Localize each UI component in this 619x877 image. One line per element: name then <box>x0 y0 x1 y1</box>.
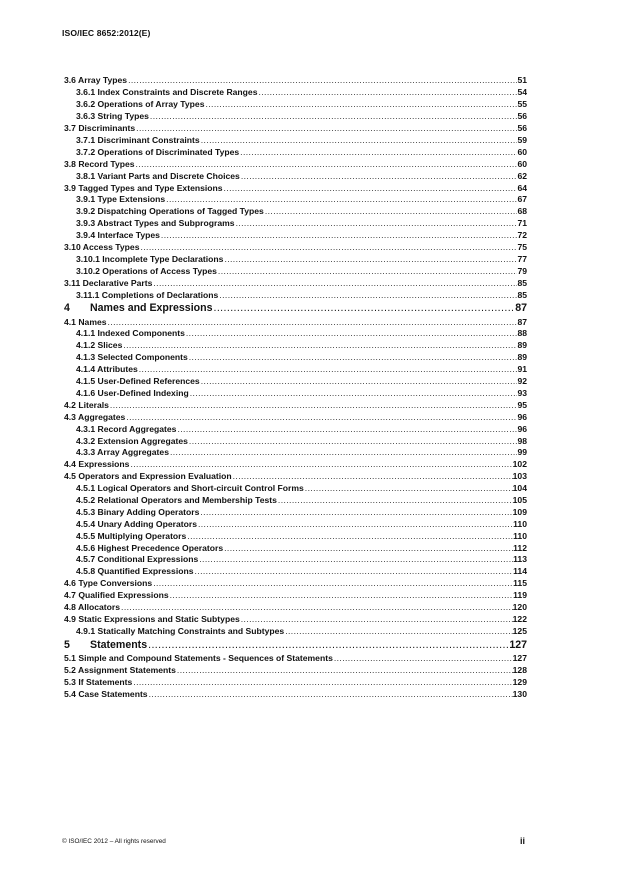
toc-page-number: 87 <box>517 316 527 327</box>
toc-page-number: 89 <box>517 340 527 351</box>
dot-leader <box>125 412 517 424</box>
toc-entry[interactable] <box>64 290 527 302</box>
toc-entry[interactable] <box>64 424 527 436</box>
toc-entry[interactable] <box>64 495 527 507</box>
toc-entry-title: 4.9 Static Expressions and Static Subtypes <box>64 613 240 624</box>
toc-entry[interactable] <box>64 218 527 230</box>
toc-page-number: 127 <box>512 652 527 663</box>
dot-leader <box>304 483 513 495</box>
toc-page-number: 96 <box>517 423 527 434</box>
toc-entry-title: 4.6 Type Conversions <box>64 578 153 589</box>
toc-entry[interactable] <box>64 614 527 626</box>
dot-leader <box>176 424 517 436</box>
toc-entry-title: 3.10.2 Operations of Access Types <box>76 265 217 276</box>
toc-entry[interactable] <box>64 388 527 400</box>
toc-entry[interactable] <box>64 76 527 88</box>
dot-leader <box>198 554 513 566</box>
toc-entry-title: 4.7 Qualified Expressions <box>64 590 169 601</box>
dot-leader <box>218 290 517 302</box>
toc-entry-title: 4.1.2 Slices <box>76 340 123 351</box>
dot-leader <box>109 400 518 412</box>
toc-page-number: 115 <box>513 578 527 589</box>
toc-chapter-title: Statements <box>90 638 148 651</box>
toc-entry[interactable] <box>64 602 527 614</box>
toc-page-number: 60 <box>517 158 527 169</box>
toc-entry-title: 3.9.4 Interface Types <box>76 230 160 241</box>
toc-chapter-title: Names and Expressions <box>90 302 213 315</box>
toc-entry-title <box>64 638 147 653</box>
toc-chapter-number: 5 <box>64 638 70 651</box>
toc-page-number: 68 <box>517 206 527 217</box>
toc-entry[interactable] <box>64 111 527 123</box>
toc-entry-title: 4.3.2 Extension Aggregates <box>76 435 188 446</box>
dot-leader <box>239 147 517 159</box>
toc-entry[interactable] <box>64 99 527 111</box>
toc-entry[interactable] <box>64 317 527 329</box>
toc-entry-title: 3.7 Discriminants <box>64 123 136 134</box>
toc-entry[interactable] <box>64 254 527 266</box>
dot-leader <box>129 459 512 471</box>
toc-page-number: 85 <box>517 277 527 288</box>
toc-entry[interactable] <box>64 364 527 376</box>
toc-entry-title: 3.8.1 Variant Parts and Discrete Choices <box>76 170 240 181</box>
toc-page-number: 88 <box>517 328 527 339</box>
toc-page-number: 54 <box>517 87 527 98</box>
toc-page-number: 109 <box>512 506 527 517</box>
toc-entry-title: 4.1.3 Selected Components <box>76 352 188 363</box>
toc-page-number: 64 <box>517 182 527 193</box>
toc-entry-title: 4.5 Operators and Expression Evaluation <box>64 471 232 482</box>
toc-entry[interactable] <box>64 329 527 341</box>
toc-entry-title <box>64 301 212 316</box>
toc-page-number: 113 <box>513 554 527 565</box>
toc-page-number: 87 <box>515 302 527 315</box>
dot-leader <box>200 135 518 147</box>
dot-leader <box>132 677 512 689</box>
toc-entry-title: 3.11 Declarative Parts <box>64 277 153 288</box>
toc-entry[interactable] <box>64 159 527 171</box>
toc-entry[interactable] <box>64 242 527 254</box>
dot-leader <box>122 340 517 352</box>
dot-leader <box>257 87 517 99</box>
toc-page-number: 125 <box>512 625 527 636</box>
toc-page-number: 99 <box>517 447 527 458</box>
dot-leader <box>127 76 517 88</box>
dot-leader <box>232 471 513 483</box>
toc-page-number: 67 <box>517 194 527 205</box>
toc-entry[interactable] <box>64 340 527 352</box>
toc-entry[interactable] <box>64 230 527 242</box>
page-footer <box>62 838 525 845</box>
toc-entry-title: 4.2 Literals <box>64 399 109 410</box>
dot-leader <box>197 519 513 531</box>
dot-leader <box>217 266 518 278</box>
toc-entry-title: 3.11.1 Completions of Declarations <box>76 289 219 300</box>
toc-page-number: 110 <box>513 530 527 541</box>
toc-page-number: 129 <box>512 676 527 687</box>
toc-entry[interactable] <box>64 135 527 147</box>
dot-leader <box>333 653 513 665</box>
toc-chapter-entry[interactable] <box>64 301 527 316</box>
dot-leader <box>204 99 517 111</box>
dot-leader <box>200 376 518 388</box>
dot-leader <box>223 254 517 266</box>
toc-entry-title: 4.5.4 Unary Adding Operators <box>76 518 197 529</box>
dot-leader <box>135 159 518 171</box>
toc-entry-title: 4.4 Expressions <box>64 459 130 470</box>
toc-chapter-number: 4 <box>64 302 70 315</box>
toc-page-number: 77 <box>517 253 527 264</box>
toc-entry-title: 3.9.3 Abstract Types and Subprograms <box>76 218 235 229</box>
dot-leader <box>223 183 518 195</box>
toc-page-number: 95 <box>517 399 527 410</box>
toc-entry-title: 3.9.1 Type Extensions <box>76 194 166 205</box>
toc-entry-title: 4.9.1 Statically Matching Constraints and Subtypes <box>76 625 285 636</box>
toc-entry[interactable] <box>64 447 527 459</box>
toc-page-number: 114 <box>513 566 527 577</box>
toc-page-number: 93 <box>517 387 527 398</box>
toc-entry-title: 4.5.8 Quantified Expressions <box>76 566 194 577</box>
toc-entry[interactable] <box>64 436 527 448</box>
toc-entry[interactable] <box>64 689 527 701</box>
toc-entry-title: 4.5.2 Relational Operators and Membership Tests <box>76 494 277 505</box>
dot-leader <box>223 543 513 555</box>
toc-page-number: 112 <box>513 542 527 553</box>
copyright-notice: © ISO/IEC 2012 – All rights reserved <box>62 838 166 845</box>
dot-leader <box>120 602 513 614</box>
toc-page-number: 92 <box>517 376 527 387</box>
toc-entry-title: 4.1 Names <box>64 316 107 327</box>
toc-entry[interactable] <box>64 677 527 689</box>
dot-leader <box>189 388 518 400</box>
dot-leader <box>194 566 514 578</box>
dot-leader <box>277 495 513 507</box>
toc-entry[interactable] <box>64 626 527 638</box>
toc-entry-title: 4.1.4 Attributes <box>76 364 138 375</box>
dot-leader <box>138 364 518 376</box>
toc-entry-title: 4.1.1 Indexed Components <box>76 328 185 339</box>
toc-entry-title: 4.1.6 User-Defined Indexing <box>76 387 189 398</box>
dot-leader <box>199 507 512 519</box>
toc-entry-title: 3.7.2 Operations of Discriminated Types <box>76 146 240 157</box>
toc-page-number: 102 <box>512 459 527 470</box>
toc-page-number: 75 <box>517 241 527 252</box>
dot-leader <box>165 194 517 206</box>
dot-leader <box>152 578 513 590</box>
toc-entry[interactable] <box>64 278 527 290</box>
toc-entry[interactable] <box>64 590 527 602</box>
toc-page-number: 56 <box>517 111 527 122</box>
toc-entry[interactable] <box>64 206 527 218</box>
toc-page-number: 127 <box>509 638 527 651</box>
toc-entry-title: 4.5.3 Binary Adding Operators <box>76 506 200 517</box>
dot-leader <box>264 206 518 218</box>
toc-page-number: 128 <box>512 664 527 675</box>
dot-leader <box>169 447 517 459</box>
toc-entry[interactable] <box>64 194 527 206</box>
toc-entry-title: 4.3.3 Array Aggregates <box>76 447 169 458</box>
toc-entry[interactable] <box>64 507 527 519</box>
toc-entry-title: 3.6.1 Index Constraints and Discrete Ranges <box>76 87 258 98</box>
dot-leader <box>185 329 518 341</box>
toc-chapter-entry[interactable] <box>64 638 527 653</box>
dot-leader <box>149 111 518 123</box>
toc-entry[interactable] <box>64 483 527 495</box>
toc-page-number: 89 <box>517 352 527 363</box>
toc-page-number: 85 <box>517 289 527 300</box>
toc-entry-title: 4.8 Allocators <box>64 601 121 612</box>
toc-entry[interactable] <box>64 123 527 135</box>
dot-leader <box>160 230 518 242</box>
toc-page-number: 51 <box>517 75 527 86</box>
toc-entry-title: 3.10 Access Types <box>64 241 140 252</box>
toc-page-number: 60 <box>517 146 527 157</box>
dot-leader <box>139 242 517 254</box>
dot-leader <box>188 436 518 448</box>
toc-entry-title: 4.5.7 Conditional Expressions <box>76 554 199 565</box>
toc-page-number: 122 <box>512 613 527 624</box>
document-id: ISO/IEC 8652:2012(E) <box>62 28 151 38</box>
toc-entry-title: 3.9.2 Dispatching Operations of Tagged Types <box>76 206 264 217</box>
toc-entry-title: 3.6.3 String Types <box>76 111 149 122</box>
toc-entry-title: 4.5.6 Highest Precedence Operators <box>76 542 224 553</box>
dot-leader <box>152 278 517 290</box>
dot-leader <box>284 626 512 638</box>
dot-leader <box>169 590 514 602</box>
dot-leader <box>147 638 509 653</box>
toc-page-number: 96 <box>517 411 527 422</box>
table-of-contents <box>64 76 527 701</box>
toc-entry[interactable] <box>64 87 527 99</box>
dot-leader <box>235 218 518 230</box>
toc-page-number: 120 <box>512 601 527 612</box>
toc-page-number: 72 <box>517 230 527 241</box>
toc-entry[interactable] <box>64 578 527 590</box>
toc-entry-title: 4.3.1 Record Aggregates <box>76 423 177 434</box>
toc-entry[interactable] <box>64 376 527 388</box>
toc-entry[interactable] <box>64 147 527 159</box>
toc-entry-title: 4.3 Aggregates <box>64 411 126 422</box>
toc-page-number: 104 <box>512 483 527 494</box>
toc-entry[interactable] <box>64 653 527 665</box>
dot-leader <box>148 689 513 701</box>
toc-entry[interactable] <box>64 531 527 543</box>
toc-page-number: 98 <box>517 435 527 446</box>
toc-entry-title: 3.10.1 Incomplete Type Declarations <box>76 253 224 264</box>
toc-entry[interactable] <box>64 665 527 677</box>
toc-page-number: 62 <box>517 170 527 181</box>
toc-entry-title: 3.7.1 Discriminant Constraints <box>76 134 200 145</box>
toc-entry[interactable] <box>64 400 527 412</box>
toc-entry-title: 5.1 Simple and Compound Statements - Sequences of Statements <box>64 652 333 663</box>
toc-entry-title: 3.6.2 Operations of Array Types <box>76 99 205 110</box>
toc-entry[interactable] <box>64 352 527 364</box>
toc-entry[interactable] <box>64 266 527 278</box>
toc-entry-title: 3.9 Tagged Types and Type Extensions <box>64 182 223 193</box>
toc-page-number: 71 <box>517 218 527 229</box>
toc-page-number: 56 <box>517 123 527 134</box>
toc-page-number: 110 <box>513 518 527 529</box>
page-number: ii <box>519 836 525 846</box>
toc-page-number: 105 <box>512 494 527 505</box>
toc-page-number: 91 <box>517 364 527 375</box>
toc-entry[interactable] <box>64 183 527 195</box>
toc-entry[interactable] <box>64 543 527 555</box>
toc-entry-title: 5.3 If Statements <box>64 676 133 687</box>
toc-entry[interactable] <box>64 519 527 531</box>
toc-page-number: 103 <box>512 471 527 482</box>
toc-entry[interactable] <box>64 471 527 483</box>
toc-entry-title: 4.1.5 User-Defined References <box>76 376 200 387</box>
dot-leader <box>188 352 518 364</box>
toc-entry[interactable] <box>64 459 527 471</box>
dot-leader <box>135 123 517 135</box>
toc-page-number: 119 <box>513 590 527 601</box>
dot-leader <box>176 665 513 677</box>
toc-entry-title: 5.4 Case Statements <box>64 688 148 699</box>
toc-page-number: 130 <box>512 688 527 699</box>
toc-entry-title: 5.2 Assignment Statements <box>64 664 176 675</box>
dot-leader <box>240 614 513 626</box>
toc-entry-title: 4.5.1 Logical Operators and Short-circuit Control Forms <box>76 483 304 494</box>
toc-entry[interactable] <box>64 566 527 578</box>
dot-leader <box>240 171 518 183</box>
toc-entry-title: 4.5.5 Multiplying Operators <box>76 530 187 541</box>
dot-leader <box>107 317 518 329</box>
toc-entry-title: 3.8 Record Types <box>64 158 135 169</box>
toc-page-number: 55 <box>517 99 527 110</box>
toc-entry[interactable] <box>64 412 527 424</box>
dot-leader <box>212 301 515 316</box>
toc-entry[interactable] <box>64 171 527 183</box>
toc-page-number: 79 <box>517 265 527 276</box>
dot-leader <box>186 531 513 543</box>
toc-entry[interactable] <box>64 554 527 566</box>
toc-page-number: 59 <box>517 134 527 145</box>
page-header <box>62 28 150 38</box>
toc-entry-title: 3.6 Array Types <box>64 75 128 86</box>
